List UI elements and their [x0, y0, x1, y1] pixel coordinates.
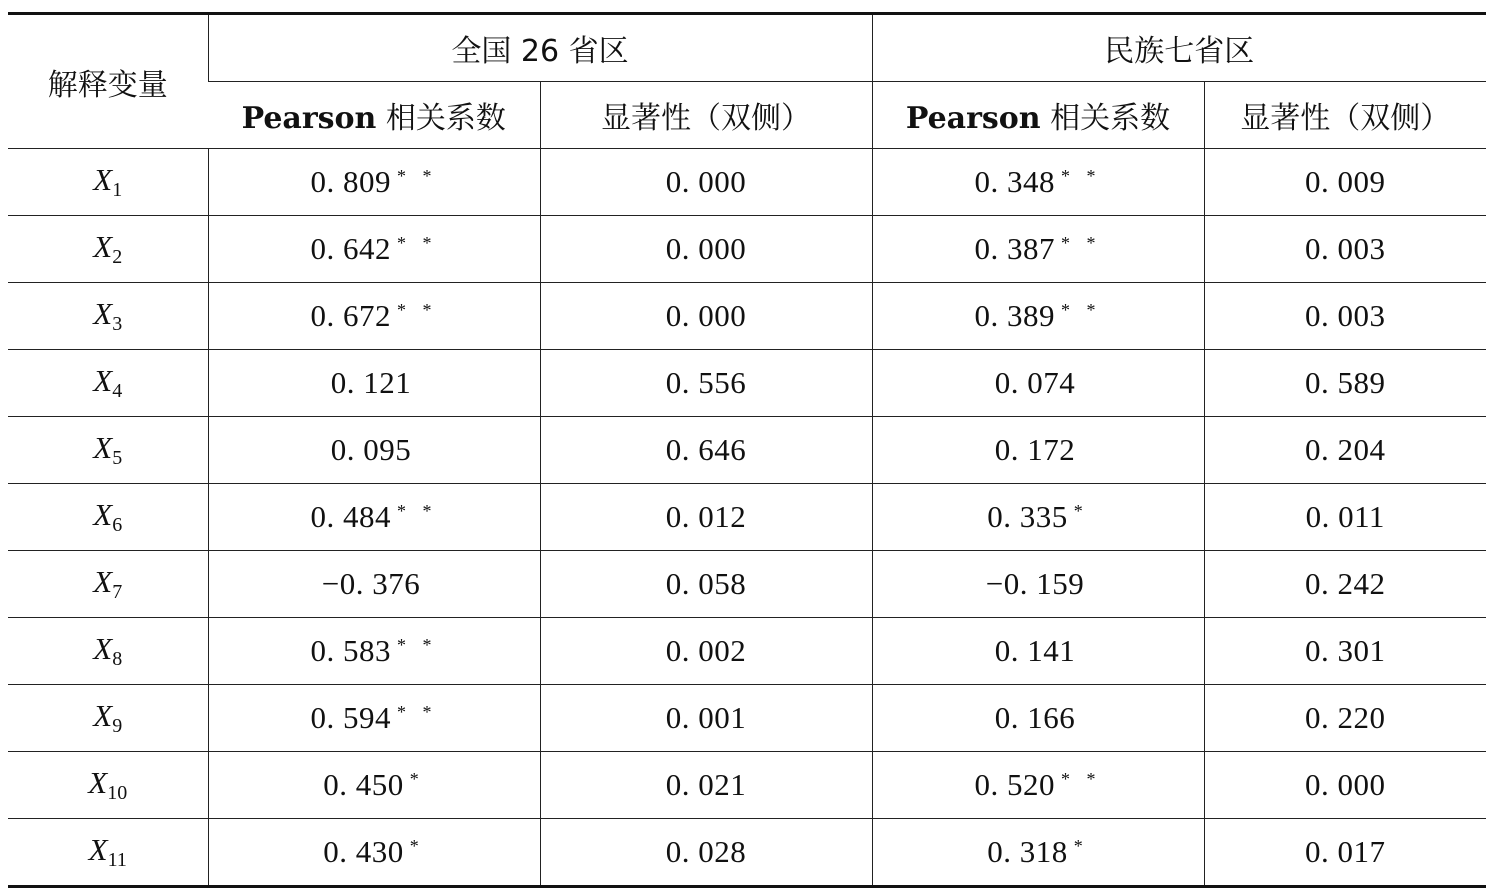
variable-subscript: 3 [112, 313, 123, 335]
ethnic-significance-cell: 0. 204 [1204, 417, 1486, 484]
header-row-groups [8, 14, 1486, 82]
national-pearson-value: 0. 809 [310, 164, 391, 199]
variable-cell [8, 618, 208, 685]
variable-cell [8, 149, 208, 216]
national-pearson-cell [208, 350, 540, 417]
ethnic-pearson-value: 0. 387 [974, 231, 1055, 266]
national-pearson-significance-mark: * * [397, 501, 438, 521]
table-body [8, 149, 1486, 887]
national-significance-cell: 0. 058 [540, 551, 872, 618]
variable-symbol: X [88, 765, 108, 800]
correlation-table [8, 12, 1486, 888]
pearson-suffix: 相关系数 [376, 101, 506, 136]
national-pearson-header [208, 82, 540, 149]
national-significance-header: 显著性（双侧） [540, 82, 872, 149]
table-row [8, 149, 1486, 216]
ethnic-significance-header: 显著性（双侧） [1204, 82, 1486, 149]
ethnic-pearson-significance-mark: * * [1061, 769, 1102, 789]
table-row [8, 752, 1486, 819]
variable-subscript: 7 [112, 581, 123, 603]
ethnic-group-header: 民族七省区 [872, 14, 1486, 82]
table-row [8, 417, 1486, 484]
variable-subscript: 10 [107, 782, 128, 804]
national-pearson-value: 0. 594 [310, 700, 391, 735]
ethnic-pearson-value: 0. 348 [974, 164, 1055, 199]
ethnic-pearson-cell [872, 350, 1204, 417]
ethnic-significance-cell: 0. 589 [1204, 350, 1486, 417]
national-pearson-value: 0. 672 [310, 298, 391, 333]
table-row [8, 819, 1486, 887]
national-pearson-cell [208, 685, 540, 752]
ethnic-pearson-header [872, 82, 1204, 149]
national-significance-cell: 0. 000 [540, 283, 872, 350]
national-pearson-significance-mark: * * [397, 166, 438, 186]
variable-subscript: 2 [112, 246, 123, 268]
table-row [8, 216, 1486, 283]
variable-symbol: X [93, 430, 113, 465]
variable-symbol: X [93, 631, 113, 666]
ethnic-significance-cell: 0. 003 [1204, 216, 1486, 283]
ethnic-pearson-value: −0. 159 [985, 566, 1085, 601]
ethnic-significance-cell: 0. 003 [1204, 283, 1486, 350]
ethnic-pearson-significance-mark: * [1073, 501, 1089, 521]
header-row-metrics [8, 82, 1486, 149]
national-pearson-significance-mark: * [409, 769, 425, 789]
national-pearson-significance-mark: * * [397, 635, 438, 655]
table-row [8, 618, 1486, 685]
ethnic-pearson-cell [872, 819, 1204, 887]
national-pearson-value: −0. 376 [321, 566, 421, 601]
variable-cell [8, 752, 208, 819]
ethnic-significance-cell: 0. 000 [1204, 752, 1486, 819]
national-pearson-cell [208, 216, 540, 283]
variable-symbol: X [93, 564, 113, 599]
national-significance-cell: 0. 012 [540, 484, 872, 551]
ethnic-pearson-significance-mark: * * [1061, 166, 1102, 186]
variable-cell [8, 417, 208, 484]
national-group-header: 全国 26 省区 [208, 14, 872, 82]
variable-cell [8, 484, 208, 551]
variable-symbol: X [93, 698, 113, 733]
ethnic-pearson-significance-mark: * [1073, 836, 1089, 856]
ethnic-pearson-cell [872, 618, 1204, 685]
variable-symbol: X [93, 497, 113, 532]
ethnic-pearson-cell [872, 216, 1204, 283]
national-significance-cell: 0. 556 [540, 350, 872, 417]
table-row [8, 685, 1486, 752]
national-pearson-cell [208, 551, 540, 618]
national-pearson-cell [208, 417, 540, 484]
variable-subscript: 8 [112, 648, 123, 670]
ethnic-pearson-value: 0. 172 [994, 432, 1076, 467]
table-row [8, 484, 1486, 551]
national-pearson-cell [208, 819, 540, 887]
ethnic-significance-cell: 0. 011 [1204, 484, 1486, 551]
variable-cell [8, 283, 208, 350]
variable-subscript: 4 [112, 380, 123, 402]
ethnic-pearson-cell [872, 685, 1204, 752]
variable-symbol: X [93, 363, 113, 398]
national-significance-cell: 0. 021 [540, 752, 872, 819]
variable-subscript: 9 [112, 715, 123, 737]
national-pearson-value: 0. 095 [330, 432, 412, 467]
pearson-word: Pearson [905, 101, 1041, 136]
national-pearson-significance-mark: * * [397, 233, 438, 253]
ethnic-pearson-significance-mark: * * [1061, 300, 1102, 320]
variable-symbol: X [93, 162, 113, 197]
national-significance-cell: 0. 000 [540, 216, 872, 283]
ethnic-pearson-value: 0. 166 [994, 700, 1076, 735]
ethnic-pearson-cell [872, 484, 1204, 551]
variable-symbol: X [93, 296, 113, 331]
national-pearson-value: 0. 430 [323, 834, 404, 869]
national-pearson-cell [208, 752, 540, 819]
national-significance-cell: 0. 646 [540, 417, 872, 484]
table-row [8, 283, 1486, 350]
variable-subscript: 5 [112, 447, 123, 469]
ethnic-pearson-cell [872, 551, 1204, 618]
variable-symbol: X [88, 832, 108, 867]
national-significance-cell: 0. 000 [540, 149, 872, 216]
national-pearson-value: 0. 484 [310, 499, 391, 534]
variable-cell [8, 819, 208, 887]
national-pearson-value: 0. 450 [323, 767, 404, 802]
national-pearson-value: 0. 583 [310, 633, 391, 668]
national-pearson-cell [208, 149, 540, 216]
national-significance-cell: 0. 001 [540, 685, 872, 752]
ethnic-pearson-value: 0. 318 [987, 834, 1068, 869]
national-pearson-significance-mark: * * [397, 300, 438, 320]
ethnic-significance-cell: 0. 017 [1204, 819, 1486, 887]
table-header [8, 14, 1486, 149]
national-significance-cell: 0. 028 [540, 819, 872, 887]
variable-cell [8, 350, 208, 417]
variable-cell [8, 551, 208, 618]
national-pearson-cell [208, 484, 540, 551]
variable-subscript: 11 [107, 849, 127, 871]
ethnic-pearson-value: 0. 520 [974, 767, 1055, 802]
ethnic-significance-cell: 0. 220 [1204, 685, 1486, 752]
ethnic-pearson-cell [872, 752, 1204, 819]
variable-subscript: 1 [112, 179, 123, 201]
pearson-word: Pearson [241, 101, 377, 136]
ethnic-pearson-value: 0. 389 [974, 298, 1055, 333]
ethnic-pearson-significance-mark: * * [1061, 233, 1102, 253]
national-pearson-value: 0. 121 [330, 365, 412, 400]
ethnic-pearson-cell [872, 417, 1204, 484]
national-pearson-significance-mark: * * [397, 702, 438, 722]
ethnic-pearson-cell [872, 149, 1204, 216]
explanatory-variable-header: 解释变量 [8, 14, 208, 149]
table-row [8, 350, 1486, 417]
variable-cell [8, 216, 208, 283]
national-pearson-value: 0. 642 [310, 231, 391, 266]
ethnic-significance-cell: 0. 301 [1204, 618, 1486, 685]
national-pearson-cell [208, 283, 540, 350]
ethnic-pearson-cell [872, 283, 1204, 350]
national-pearson-significance-mark: * [409, 836, 425, 856]
national-significance-cell: 0. 002 [540, 618, 872, 685]
ethnic-pearson-value: 0. 074 [994, 365, 1076, 400]
table-row [8, 551, 1486, 618]
variable-subscript: 6 [112, 514, 123, 536]
pearson-suffix: 相关系数 [1040, 101, 1171, 136]
variable-cell [8, 685, 208, 752]
ethnic-pearson-value: 0. 335 [987, 499, 1068, 534]
ethnic-pearson-value: 0. 141 [994, 633, 1076, 668]
ethnic-significance-cell: 0. 242 [1204, 551, 1486, 618]
national-pearson-cell [208, 618, 540, 685]
variable-symbol: X [93, 229, 113, 264]
ethnic-significance-cell: 0. 009 [1204, 149, 1486, 216]
